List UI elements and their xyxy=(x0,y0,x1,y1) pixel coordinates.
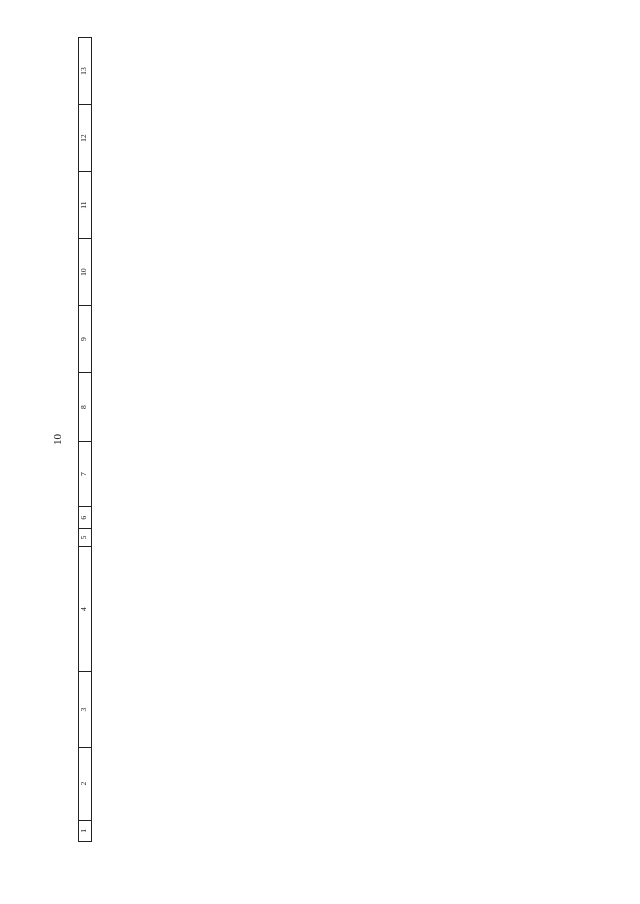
table-header-row xyxy=(79,38,92,842)
column-header: 11 xyxy=(79,172,92,239)
column-header: 12 xyxy=(79,105,92,172)
column-header: 4 xyxy=(79,546,92,672)
column-header: 9 xyxy=(79,306,92,373)
financing-table xyxy=(78,37,92,842)
column-header: 13 xyxy=(79,38,92,105)
column-header: 10 xyxy=(79,239,92,306)
column-header: 8 xyxy=(79,373,92,442)
column-header: 1 xyxy=(79,820,92,841)
rotated-table-container xyxy=(78,37,600,842)
column-header: 2 xyxy=(79,747,92,820)
column-header: 6 xyxy=(79,507,92,529)
column-header: 5 xyxy=(79,529,92,546)
page-number: 10 xyxy=(52,434,64,445)
column-header: 3 xyxy=(79,672,92,747)
column-header: 7 xyxy=(79,442,92,507)
